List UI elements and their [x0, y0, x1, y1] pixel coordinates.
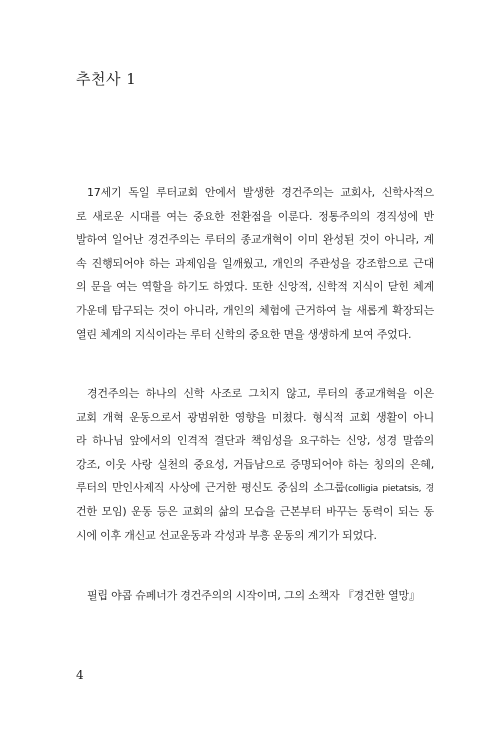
paragraph-line: 의 문을 여는 역할을 하기도 하였다. 또한 신앙적, 신학적 지식이 닫힌 체계 [76, 280, 434, 294]
paragraph-line: 교회 개혁 운동으로서 광범위한 영향을 미쳤다. 형식적 교회 생활이 아니 [76, 410, 434, 424]
paragraph-line: 건한 모임) 운동 등은 교회의 삶의 모습을 근본부터 바꾸는 동력이 되는 동 [76, 504, 434, 518]
paragraph-line: 열린 체계의 지식이라는 루터 신학의 중요한 면을 생생하게 보여 주었다. [76, 327, 412, 341]
paragraph-3 [76, 584, 434, 608]
page-number: 4 [76, 668, 84, 682]
paragraph-line: 강조, 이웃 사랑 실천의 중요성, 거듭남으로 증명되어야 하는 칭의의 은혜, [76, 457, 434, 471]
inline-note: (colligia pietatsis, 경 [344, 484, 434, 495]
paragraph-line: 라 하나님 앞에서의 인격적 결단과 책임성을 요구하는 신앙, 성경 말씀의 [76, 434, 434, 448]
paragraph-2 [76, 382, 434, 547]
paragraph-line: 시에 이후 개신교 선교운동과 각성과 부흥 운동의 계기가 되었다. [76, 528, 377, 542]
paragraph-line-with-note [76, 476, 434, 500]
paragraph-line: 경건주의는 하나의 신학 사조로 그치지 않고, 루터의 종교개혁을 이은 [87, 387, 434, 400]
paragraph-line: 로 새로운 시대를 여는 중요한 전환점을 이룬다. 정통주의의 경직성에 반 [76, 209, 434, 223]
paragraph-line: 발하여 일어난 경건주의는 루터의 종교개혁이 이미 완성된 것이 아니라, 계 [76, 233, 434, 247]
paragraph-1 [76, 181, 434, 346]
paragraph-line: 필립 야콥 슈페너가 경건주의의 시작이며, 그의 소책자 『경건한 열망』 [87, 589, 420, 602]
section-title: 추천사 1 [76, 70, 137, 88]
paragraph-line: 17세기 독일 루터교회 안에서 발생한 경건주의는 교회사, 신학사적으 [87, 186, 434, 199]
paragraph-line-text: 루터의 만인사제직 사상에 근거한 평신도 중심의 소그룹 [76, 481, 345, 495]
paragraph-line: 가운데 탐구되는 것이 아니라, 개인의 체험에 근거하여 늘 새롭게 확장되는 [76, 303, 434, 317]
paragraph-line: 속 진행되어야 하는 과제임을 일깨웠고, 개인의 주관성을 강조함으로 근대 [76, 256, 434, 270]
